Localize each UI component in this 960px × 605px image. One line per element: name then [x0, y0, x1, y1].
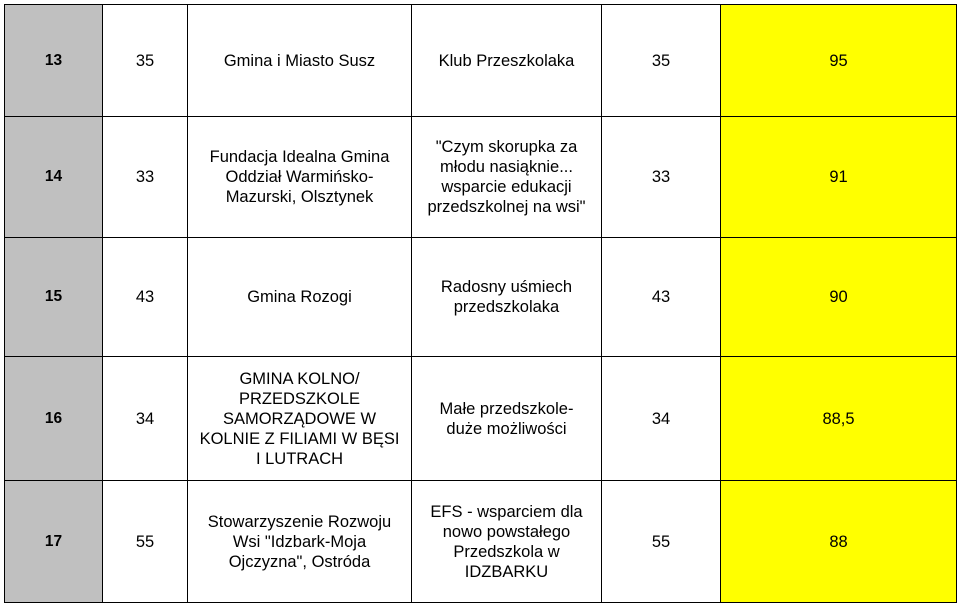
points-cell: 35	[103, 5, 188, 117]
ranking-table	[4, 4, 957, 603]
project-text: Klub Przeszkolaka	[438, 51, 575, 70]
points-cell: 33	[103, 117, 188, 238]
points-cell: 43	[103, 238, 188, 357]
total-score-cell: 88,5	[721, 357, 957, 481]
project-cell	[412, 481, 602, 603]
applicant-cell	[188, 357, 412, 481]
total-score-cell: 91	[721, 117, 957, 238]
points-cell: 34	[103, 357, 188, 481]
applicant-text: Gmina i Miasto Susz	[223, 51, 376, 70]
project-text: Małe przedszkole- duże możliwości	[439, 399, 574, 438]
project-text: EFS - wsparciem dla nowo powstałego Przedszkola w IDZBARKU	[430, 502, 583, 581]
row-number: 16	[5, 357, 103, 481]
table-row	[5, 357, 957, 481]
points-cell: 55	[602, 481, 721, 603]
table-row	[5, 5, 957, 117]
applicant-text: Fundacja Idealna Gmina Oddział Warmińsko- Mazurski, Olsztynek	[209, 148, 390, 206]
total-score-cell: 88	[721, 481, 957, 603]
project-cell	[412, 357, 602, 481]
applicant-cell	[188, 5, 412, 117]
applicant-cell	[188, 481, 412, 603]
project-text: "Czym skorupka za młodu nasiąknie... wsparcie edukacji przedszkolnej na wsi"	[427, 138, 586, 216]
row-number: 14	[5, 117, 103, 238]
row-number: 13	[5, 5, 103, 117]
project-cell	[412, 117, 602, 238]
project-cell	[412, 238, 602, 357]
applicant-text: GMINA KOLNO/ PRZEDSZKOLE SAMORZĄDOWE W KOLNIE Z FILIAMI W BĘSI I LUTRACH	[199, 369, 400, 468]
applicant-text: Gmina Rozogi	[247, 288, 352, 306]
total-score-cell: 95	[721, 5, 957, 117]
project-text: Radosny uśmiech przedszkolaka	[440, 278, 573, 316]
total-score-cell: 90	[721, 238, 957, 357]
applicant-cell	[188, 238, 412, 357]
row-number: 15	[5, 238, 103, 357]
points-cell: 35	[602, 5, 721, 117]
row-number: 17	[5, 481, 103, 603]
table-row	[5, 481, 957, 603]
table-row	[5, 117, 957, 238]
points-cell: 43	[602, 238, 721, 357]
applicant-cell	[188, 117, 412, 238]
points-cell: 33	[602, 117, 721, 238]
applicant-text: Stowarzyszenie Rozwoju Wsi "Idzbark-Moja Ojczyzna", Ostróda	[207, 512, 392, 571]
project-cell	[412, 5, 602, 117]
table-row	[5, 238, 957, 357]
points-cell: 34	[602, 357, 721, 481]
points-cell: 55	[103, 481, 188, 603]
